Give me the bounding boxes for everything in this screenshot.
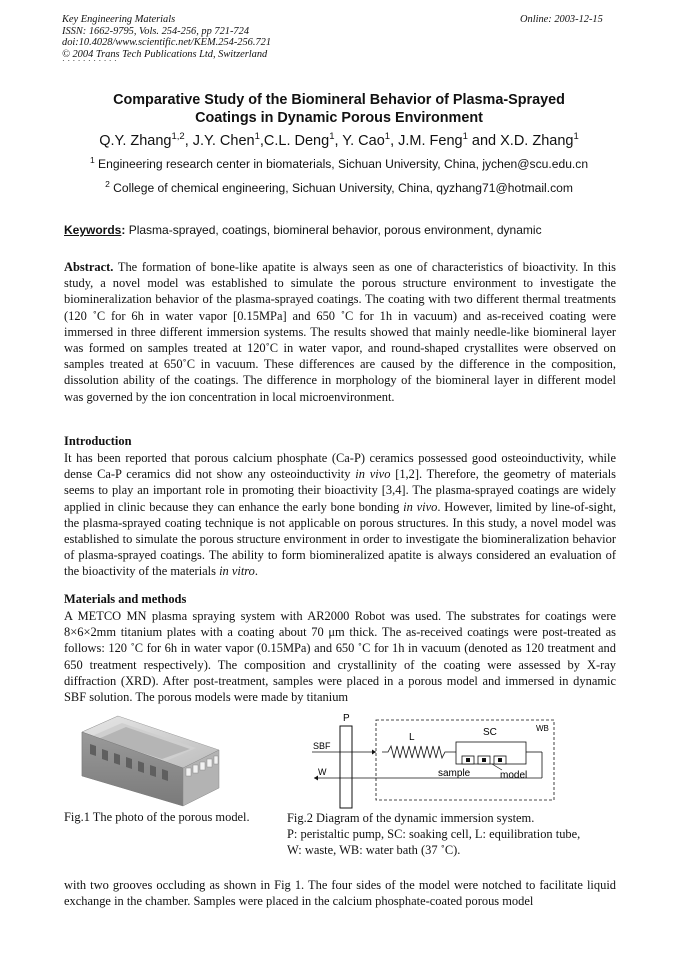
caption-line: P: peristaltic pump, SC: soaking cell, L: equilibration tube,	[287, 827, 581, 842]
equilibration-tube	[382, 746, 456, 758]
author-name: Q.Y. Zhang	[99, 133, 172, 149]
label-pump: P	[343, 713, 350, 724]
affiliation-1	[62, 157, 616, 171]
sample-dot	[482, 758, 486, 762]
abstract-text: The formation of bone-like apatite is always seen as one of characteristics of bioactivity. In this study, a novel model was established to simulate the porous structure environment to investigate the biomineralization behavior of the plasma-sprayed coatings. The coating with two different thermal treatments (120 ˚C for 6h in water vapor [0.15MPa] and 650 ˚C for 1h in vacuum) and as-received coating were immersed in three different immersion systems. The results showed that mainly needle-like biomineral layer was formed on samples treated at 120˚C in water vapor, and round-shaped crystallites were observed on samples treated at 650˚C in vacuum. These differences are caused by the difference in the composition, dissolution ability of the coatings. The difference in morphology of the biomineral layer in different model was governed by the ion concentration in local microenvironment.	[64, 260, 616, 404]
author-affil-sup: 1	[573, 131, 579, 142]
journal-copyright: © 2004 Trans Tech Publications Ltd, Switzerland	[62, 48, 268, 60]
affiliation-sup: 1	[89, 155, 95, 165]
author-affil-sup: 1	[384, 131, 391, 142]
caption-line: W: waste, WB: water bath (37 ˚C).	[287, 843, 461, 858]
abstract-label: Abstract.	[64, 260, 114, 274]
intro-text: [1,2]. Therefore, the geometry of materials seems to play an important role in promoting their bioactivity [3,4]. The plasma-sprayed coatings are widely applied in clinic because they can enhance the early bone bonding	[64, 467, 617, 514]
author-name: and X.D. Zhang	[467, 133, 574, 149]
label-soaking-cell: SC	[483, 727, 497, 738]
author-affil-sup: 1	[462, 131, 468, 142]
keywords	[64, 223, 542, 237]
abstract-paragraph	[64, 259, 616, 405]
model-pointer	[492, 764, 502, 770]
label-equilibration: L	[409, 732, 415, 743]
keywords-colon: :	[121, 223, 126, 237]
sample-dot	[466, 758, 470, 762]
label-sample: sample	[438, 768, 471, 779]
label-water-bath: WB	[536, 724, 549, 733]
journal-issn: ISSN: 1662-9795, Vols. 254-256, pp 721-724	[62, 25, 250, 37]
figure-1-caption: Fig.1 The photo of the porous model.	[64, 810, 250, 824]
journal-doi[interactable]: doi:10.4028/www.scientific.net/KEM.254-256.721	[62, 37, 272, 49]
inlet-arrow	[372, 750, 376, 755]
intro-italic: in vitro	[219, 564, 255, 579]
affiliation-sup: 2	[105, 179, 110, 189]
caption-line: Fig.2 Diagram of the dynamic immersion system.	[287, 811, 535, 825]
figure-2-caption	[287, 810, 580, 859]
porous-model-figure	[78, 712, 223, 810]
peristaltic-pump	[340, 726, 352, 808]
methods-heading: Materials and methods	[64, 592, 187, 606]
introduction-heading: Introduction	[64, 434, 132, 448]
author-affil-sup: 1	[329, 131, 335, 142]
author-list	[62, 132, 616, 150]
title-line-2: Coatings in Dynamic Porous Environment	[195, 110, 483, 126]
affiliation-2	[62, 181, 616, 195]
immersion-system-diagram	[310, 712, 558, 812]
continuation-paragraph: with two grooves occluding as shown in Fig 1. The four sides of the model were notched to facilitate liquid exchange in the chamber. Samples were placed in the calcium phosphate-coated porous model	[64, 878, 616, 909]
author-affil-sup: 1	[254, 131, 260, 142]
sample-dot	[498, 758, 502, 762]
author-name: , Y. Cao	[334, 133, 385, 149]
intro-italic: in vivo	[403, 499, 438, 514]
journal-header	[62, 14, 271, 60]
author-affil-sup: 1,2	[171, 131, 185, 142]
journal-name: Key Engineering Materials	[62, 14, 176, 25]
label-waste: W	[318, 767, 327, 777]
label-sbf: SBF	[313, 741, 331, 751]
intro-text: It has been reported that porous calcium phosphate (Ca-P) ceramics possessed good osteoinductivity, while dense Ca-P ceramics did not show any osteoinductivity	[64, 451, 616, 482]
online-date: Online: 2003-12-15	[520, 14, 603, 25]
label-model: model	[500, 770, 528, 781]
author-name: , J.Y. Chen	[184, 133, 255, 149]
keywords-text: Plasma-sprayed, coatings, biomineral behavior, porous environment, dynamic	[125, 223, 542, 237]
introduction-paragraph	[64, 450, 616, 580]
intro-text: .	[254, 564, 258, 579]
methods-text: A METCO MN plasma spraying system with AR2000 Robot was used. The substrates for coatings were 8×6×2mm titanium plates with a coating about 70 μm thick. The as-received coatings were post-treated as follows: 120 ˚C for 6h in water vapor (0.15MPa) and 650 ˚C for 1h in vacuum (denoted as 120 treatment and 650 treatment respectively). The composition and crystallinity of the coating were assessed by X-ray diffraction (XRD). After post-treatment, samples were placed in a porous model and immersed in dynamic SBF solution. The porous models were made by titanium	[64, 609, 616, 705]
author-name: ,C.L. Deng	[259, 133, 330, 149]
intro-text: . However, limited by line-of-sight, the plasma-sprayed coating technique is not applicable on porous structures. In this study, a novel model was established to simulate the porous structure environment in order to investigate the biomineralization behavior of plasma-sprayed coatings. The ability to form biomineralized apatite is always considered an evaluation of the bioactivity of the materials	[64, 499, 616, 579]
affiliation-text: Engineering research center in biomaterials, Sichuan University, China, jychen@scu.edu.cn	[98, 157, 589, 171]
paper-title	[62, 91, 616, 127]
methods-paragraph	[64, 608, 616, 705]
outlet-arrow	[314, 776, 318, 781]
title-line-1: Comparative Study of the Biomineral Behavior of Plasma-Sprayed	[113, 92, 565, 108]
header-cutoff-line	[62, 60, 142, 65]
intro-italic: in vivo	[355, 467, 391, 482]
author-name: , J.M. Feng	[390, 133, 463, 149]
keywords-label: Keywords	[64, 223, 122, 237]
affiliation-text: College of chemical engineering, Sichuan University, China, qyzhang71@hotmail.com	[113, 181, 573, 195]
